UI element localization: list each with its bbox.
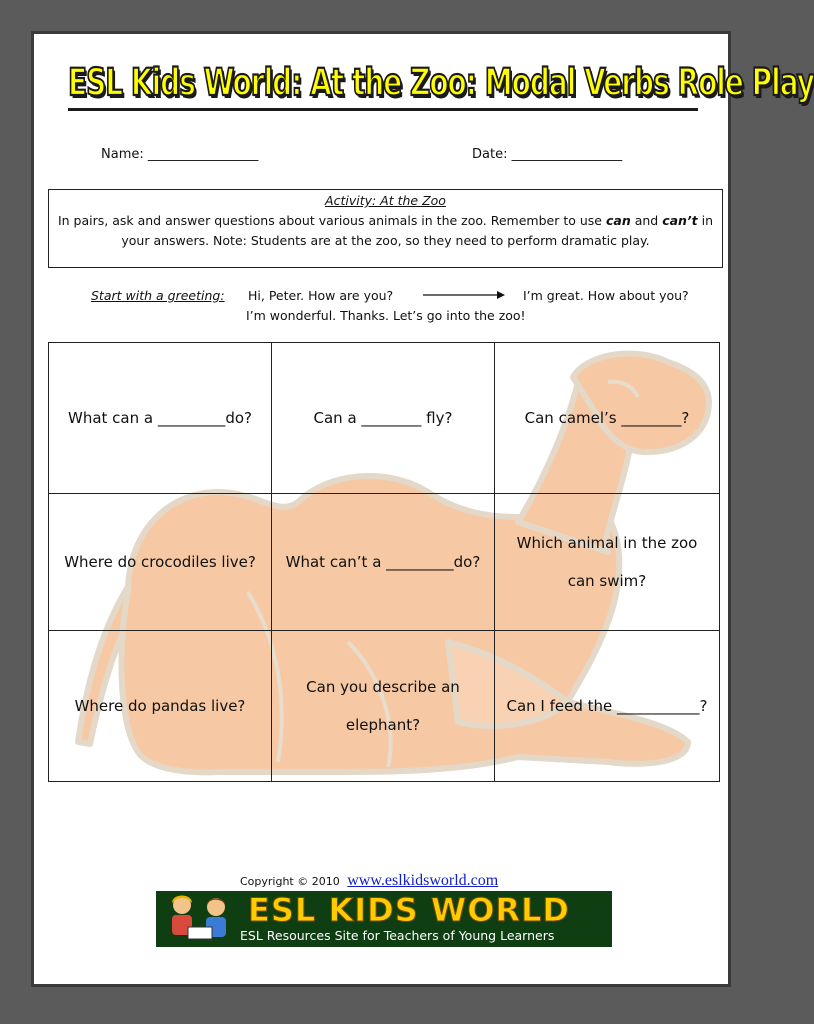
activity-word-cant: can’t	[662, 213, 698, 228]
site-link[interactable]: www.eslkidsworld.com	[347, 872, 499, 889]
kids-reading-icon	[160, 893, 240, 945]
question-cell: Can you describe an elephant?	[272, 631, 495, 781]
question-cell: What can’t a _________do?	[272, 494, 495, 631]
activity-text-1: In pairs, ask and answer questions about various animals in the zoo. Remember to use	[57, 213, 606, 228]
question-cell: Can camel’s ________?	[495, 343, 719, 494]
question-cell: Can I feed the ___________?	[506, 697, 708, 715]
question-cell: What can a _________do?	[49, 343, 272, 494]
copyright-text: Copyright © 2010	[240, 875, 340, 888]
brand-tagline: ESL Resources Site for Teachers of Young Learners	[240, 928, 555, 943]
question-cell: Which animal in the zoo can swim?	[495, 494, 719, 631]
greeting-line2: I’m wonderful. Thanks. Let’s go into the zoo!	[246, 308, 526, 323]
arrow-right-icon	[423, 290, 505, 300]
activity-text-2: and	[630, 213, 663, 228]
question-cell: Where do pandas live?	[49, 631, 272, 781]
title-underline	[68, 108, 698, 111]
esl-kids-world-banner[interactable]	[156, 891, 612, 947]
date-field: Date: _________________	[472, 147, 623, 162]
activity-text-3: in your answers. Note: Students are at the zoo, so they need to perform dramatic play.	[121, 213, 714, 248]
question-cell: Can a ________ fly?	[272, 343, 495, 494]
question-grid	[48, 342, 720, 782]
activity-box	[48, 189, 723, 268]
greeting-label: Start with a greeting:	[91, 288, 225, 303]
activity-title: Activity: At the Zoo	[325, 193, 446, 208]
brand-name: ESL KIDS WORLD	[248, 891, 570, 929]
name-field: Name: _________________	[101, 147, 259, 162]
greeting-reply: I’m great. How about you?	[523, 288, 689, 303]
activity-word-can: can	[605, 213, 631, 228]
page-title: ESL Kids World: At the Zoo: Modal Verbs Role Play	[68, 60, 814, 105]
question-cell: Where do crocodiles live?	[49, 494, 272, 631]
greeting-line1: Hi, Peter. How are you?	[248, 288, 394, 303]
worksheet-page	[31, 31, 814, 987]
copyright	[240, 872, 498, 890]
